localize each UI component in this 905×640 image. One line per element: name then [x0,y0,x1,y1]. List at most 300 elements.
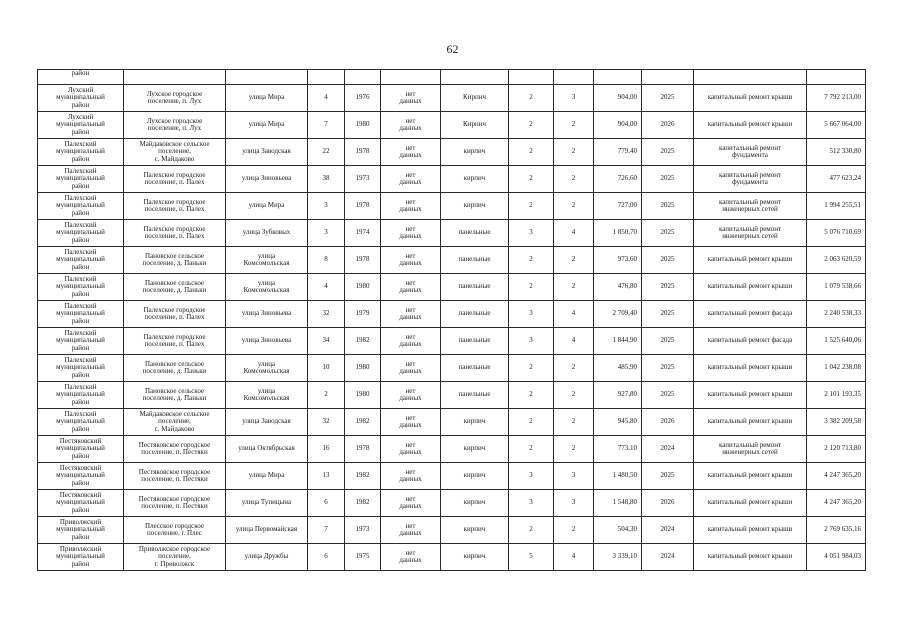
entrances-cell-text: 4 [571,228,576,237]
settlement-cell [124,301,226,328]
street-cell-text: улица Зиновьева [241,174,292,183]
floors-cell [509,166,554,193]
planned-year-cell-text: 2025 [660,174,675,183]
settlement-cell-text: Палехское городское поселение, п. Палех [143,170,206,186]
district-cell [38,166,124,193]
year-built-cell [345,409,381,436]
planned-year-cell [642,112,694,139]
year-built-cell-text: 1982 [355,336,370,345]
table-row [38,193,866,220]
status-cell [381,301,441,328]
work-type-cell [694,517,807,544]
table-row [38,220,866,247]
settlement-cell-text: Лухское городское поселение, п. Лух [146,89,203,105]
area-cell-text: 779,40 [617,147,637,156]
district-cell-text: Приволжский муниципальный район [56,517,105,541]
street-cell [226,220,308,247]
street-cell-text: улица Зиновьева [241,336,292,345]
wall-material-cell-text: кирпич [463,525,486,534]
planned-year-cell [642,247,694,274]
entrances-cell [554,220,594,247]
street-cell [226,247,308,274]
work-type-cell [694,166,807,193]
floors-cell [509,193,554,220]
settlement-cell-text: Пановское сельское поселение, д. Паньки [142,278,207,294]
table-row [38,139,866,166]
status-cell [381,409,441,436]
cost-cell [807,355,866,382]
wall-material-cell [441,301,509,328]
year-built-cell-text: 1978 [355,444,370,453]
entrances-cell [554,355,594,382]
entrances-cell-text: 2 [571,174,576,183]
status-cell-text: нет данных [399,305,422,321]
house-number-cell-text: 16 [322,444,330,453]
cost-cell-text: 1 079 538,66 [824,282,861,291]
district-cell [38,436,124,463]
cost-cell [807,544,866,571]
planned-year-cell-text: 2025 [660,471,675,480]
work-type-cell-text: капитальный ремонт инженерных сетей [718,440,782,456]
settlement-cell-text: Пановское сельское поселение, д. Паньки [142,251,207,267]
entrances-cell [554,517,594,544]
year-built-cell [345,436,381,463]
entrances-cell [554,409,594,436]
district-cell [38,247,124,274]
year-built-cell [345,247,381,274]
cost-cell [807,112,866,139]
district-cell [38,490,124,517]
area-cell-text: 973,60 [617,255,637,264]
house-number-cell [308,382,345,409]
house-number-cell [308,112,345,139]
wall-material-cell [441,490,509,517]
entrances-cell-text: 4 [571,309,576,318]
planned-year-cell-text: 2026 [660,498,675,507]
house-number-cell [308,409,345,436]
year-built-cell [345,463,381,490]
cost-cell [807,193,866,220]
work-type-cell [694,328,807,355]
planned-year-cell [642,85,694,112]
work-type-cell-text: капитальный ремонт крыши [707,363,793,372]
street-cell [226,274,308,301]
cost-cell [807,139,866,166]
floors-cell-text: 3 [529,309,533,318]
street-cell-text: улица Первомайская [235,525,298,534]
work-type-cell [694,382,807,409]
house-number-cell-text: 7 [324,525,328,534]
year-built-cell [345,301,381,328]
wall-material-cell-text: кирпич [463,498,486,507]
year-built-cell [345,220,381,247]
planned-year-cell [642,220,694,247]
planned-year-cell [642,436,694,463]
street-cell-text: улица Зубковых [242,228,291,237]
district-cell-text: Палехский муниципальный район [56,274,105,298]
work-type-cell [694,247,807,274]
work-type-cell [694,544,807,571]
year-built-cell [345,193,381,220]
house-number-cell-text: 4 [324,93,328,102]
area-cell-text: 1 844,90 [612,336,637,345]
status-cell-text: нет данных [399,386,422,402]
district-cell: район [38,70,124,85]
status-cell [381,85,441,112]
area-cell [594,220,642,247]
wall-material-cell-text: кирпич [463,147,486,156]
settlement-cell-text: Пестяковское городское поселение, п. Пестяки [138,440,211,456]
year-built-cell [345,517,381,544]
house-number-cell [308,544,345,571]
floors-cell [509,436,554,463]
year-built-cell [345,355,381,382]
floors-cell-text: 3 [529,471,533,480]
area-cell [594,382,642,409]
entrances-cell-text: 2 [571,444,576,453]
street-cell-text: улица Мира [248,201,285,210]
work-type-cell [694,355,807,382]
status-cell-text: нет данных [399,467,422,483]
table-row [38,544,866,571]
cost-cell-text: 477 623,24 [829,174,861,183]
floors-cell-text: 2 [529,390,533,399]
planned-year-cell [642,274,694,301]
settlement-cell [124,166,226,193]
settlement-cell-text: Майдаковское сельское поселение, с. Майдаково [139,409,210,433]
entrances-cell-text: 2 [571,282,576,291]
cost-cell [807,301,866,328]
district-cell [38,139,124,166]
settlement-cell-text: Палехское городское поселение, п. Палех [143,305,206,321]
year-built-cell-text: 1976 [355,93,370,102]
district-cell-text: Палехский муниципальный район [56,247,105,271]
district-cell-text: Палехский муниципальный район [56,301,105,325]
planned-year-cell-text: 2024 [660,552,675,561]
area-cell [594,355,642,382]
floors-cell-text: 2 [529,147,533,156]
floors-cell-text: 2 [529,174,533,183]
year-built-cell-text: 1979 [355,309,370,318]
district-cell [38,517,124,544]
year-built-cell-text: 1982 [355,471,370,480]
year-built-cell-text: 1978 [355,201,370,210]
settlement-cell [124,220,226,247]
house-number-cell-text: 3 [324,228,328,237]
year-built-cell [345,328,381,355]
status-cell-text: нет данных [399,521,422,537]
wall-material-cell [441,139,509,166]
table-row [38,274,866,301]
floors-cell [509,490,554,517]
house-number-cell-text: 2 [324,390,328,399]
area-cell [594,247,642,274]
street-cell [226,355,308,382]
wall-material-cell-text: кирпич [463,174,486,183]
district-cell [38,112,124,139]
planned-year-cell [642,544,694,571]
district-cell [38,301,124,328]
settlement-cell-text: Палехское городское поселение, п. Палех [143,332,206,348]
status-cell [381,436,441,463]
settlement-cell-text: Пановское сельское поселение, д. Паньки [142,359,207,375]
status-cell-text: нет данных [399,197,422,213]
cost-cell [807,220,866,247]
entrances-cell [554,436,594,463]
settlement-cell [124,85,226,112]
street-cell [226,544,308,571]
work-type-cell [694,490,807,517]
floors-cell [509,220,554,247]
area-cell [594,193,642,220]
street-cell [226,436,308,463]
house-number-cell [308,355,345,382]
wall-material-cell-text: панельные [458,255,491,264]
cost-cell [807,490,866,517]
area-cell-text: 1 480,50 [612,471,637,480]
district-cell-text: Пестяковский муниципальный район [56,436,105,460]
wall-material-cell [441,409,509,436]
floors-cell [509,409,554,436]
district-cell [38,355,124,382]
floors-cell [509,463,554,490]
settlement-cell [124,139,226,166]
house-number-cell-text: 6 [324,552,328,561]
cost-cell-text: 3 382 209,58 [824,417,861,426]
house-number-cell [308,220,345,247]
entrances-cell-text: 3 [571,471,576,480]
area-cell-text: 1 850,70 [612,228,637,237]
status-cell-text: нет данных [399,116,422,132]
district-cell-text: Палехский муниципальный район [56,166,105,190]
cost-cell [807,382,866,409]
house-number-cell-text: 34 [322,336,330,345]
work-type-cell-text: капитальный ремонт фасада [707,336,793,345]
settlement-cell-text: Лухское городское поселение, п. Лух [146,116,203,132]
cost-cell-text: 2 101 193,35 [824,390,861,399]
work-type-cell [694,85,807,112]
status-cell-text: нет данных [399,89,422,105]
work-type-cell [694,274,807,301]
work-type-cell [694,193,807,220]
planned-year-cell-text: 2026 [660,120,675,129]
area-cell [594,436,642,463]
area-cell [594,517,642,544]
wall-material-cell [441,463,509,490]
house-number-cell-text: 32 [322,309,330,318]
district-cell-text: Лухский муниципальный район [56,85,105,109]
work-type-cell [694,220,807,247]
planned-year-cell-text: 2026 [660,417,675,426]
district-cell-text: Палехский муниципальный район [56,328,105,352]
entrances-cell [554,247,594,274]
entrances-cell [554,328,594,355]
status-cell [381,328,441,355]
street-cell [226,382,308,409]
year-built-cell-text: 1980 [355,120,370,129]
floors-cell [509,328,554,355]
planned-year-cell [642,382,694,409]
area-cell-text: 1 548,80 [612,498,637,507]
table-row [38,436,866,463]
page-number: 62 [446,42,459,56]
settlement-cell [124,274,226,301]
work-type-cell-text: капитальный ремонт крыши [707,282,793,291]
planned-year-cell [642,409,694,436]
status-cell-text: нет данных [399,413,422,429]
entrances-cell-text: 3 [571,498,576,507]
status-cell [381,112,441,139]
floors-cell [509,139,554,166]
status-cell-text: нет данных [399,143,422,159]
year-built-cell [345,490,381,517]
street-cell-text: улица Октябрьская [238,444,295,453]
wall-material-cell [441,247,509,274]
work-type-cell-text: капитальный ремонт крыши [707,93,793,102]
district-cell-text: Пестяковский муниципальный район [56,490,105,514]
area-cell-text: 504,30 [617,525,637,534]
entrances-cell [554,85,594,112]
year-built-cell [345,112,381,139]
district-cell [38,463,124,490]
table-row [38,247,866,274]
area-cell-text: 2 709,40 [612,309,637,318]
wall-material-cell-text: панельные [458,363,491,372]
street-cell-text: улица Комсомольская [243,251,290,267]
street-cell-text: улица Заводская [242,147,291,156]
house-number-cell-text: 6 [324,498,328,507]
house-number-cell-text: 7 [324,120,328,129]
year-built-cell [345,382,381,409]
street-cell-text: улица Мира [248,93,285,102]
wall-material-cell [441,193,509,220]
house-number-cell-text: 10 [322,363,330,372]
work-type-cell [694,436,807,463]
planned-year-cell [642,355,694,382]
street-cell [226,193,308,220]
house-number-cell [308,166,345,193]
settlement-cell-text: Приволжское городское поселение, г. Приволжск [138,544,211,568]
year-built-cell [345,544,381,571]
street-cell [226,139,308,166]
status-cell [381,193,441,220]
work-type-cell-text: капитальный ремонт крыши [707,120,793,129]
wall-material-cell [441,355,509,382]
settlement-cell [124,328,226,355]
wall-material-cell-text: кирпич [463,471,486,480]
street-cell [226,166,308,193]
cost-cell [807,166,866,193]
street-cell [226,301,308,328]
planned-year-cell [642,517,694,544]
settlement-cell [124,247,226,274]
work-type-cell [694,112,807,139]
floors-cell [509,85,554,112]
settlement-cell-text: Пановское сельское поселение, д. Паньки [142,386,207,402]
cost-cell [807,409,866,436]
planned-year-cell [642,166,694,193]
floors-cell-text: 2 [529,282,533,291]
status-cell [381,247,441,274]
work-type-cell-text: капитальный ремонт фундамента [718,170,782,186]
street-cell-text: улица Комсомольская [243,359,290,375]
year-built-cell [345,85,381,112]
cost-cell-text: 1 525 640,06 [824,336,861,345]
district-cell-text: Палехский муниципальный район [56,409,105,433]
area-cell-text: 727,00 [617,201,637,210]
work-type-cell [694,463,807,490]
entrances-cell-text: 2 [571,525,576,534]
table-row [38,517,866,544]
table-row [38,463,866,490]
floors-cell [509,544,554,571]
street-cell [226,328,308,355]
year-built-cell [345,274,381,301]
settlement-cell [124,355,226,382]
wall-material-cell-text: Кирпич [463,93,486,102]
area-cell-text: 773,10 [617,444,637,453]
entrances-cell [554,382,594,409]
wall-material-cell-text: кирпич [463,444,486,453]
planned-year-cell-text: 2025 [660,228,675,237]
cost-cell-text: 512 330,80 [829,147,861,156]
street-cell [226,112,308,139]
house-number-cell-text: 3 [324,201,328,210]
floors-cell-text: 2 [529,525,533,534]
street-cell [226,517,308,544]
work-type-cell-text: капитальный ремонт инженерных сетей [718,197,782,213]
planned-year-cell-text: 2025 [660,309,675,318]
house-number-cell [308,301,345,328]
wall-material-cell-text: панельные [458,309,491,318]
district-cell [38,382,124,409]
entrances-cell [554,301,594,328]
district-cell-text: Палехский муниципальный район [56,220,105,244]
floors-cell [509,517,554,544]
floors-cell [509,301,554,328]
wall-material-cell [441,220,509,247]
planned-year-cell-text: 2025 [660,336,675,345]
wall-material-cell [441,517,509,544]
street-cell [226,490,308,517]
area-cell [594,85,642,112]
cost-cell-text: 4 247 365,20 [824,471,861,480]
wall-material-cell [441,85,509,112]
entrances-cell [554,193,594,220]
district-cell-text: Лухский муниципальный район [56,112,105,136]
planned-year-cell-text: 2025 [660,390,675,399]
cost-cell-text: 1 994 255,51 [824,201,861,210]
settlement-cell [124,382,226,409]
cost-cell-text: 2 063 620,59 [824,255,861,264]
street-cell-text: улица Заводская [242,417,291,426]
status-cell [381,355,441,382]
floors-cell-text: 2 [529,444,533,453]
area-cell-text: 927,80 [617,390,637,399]
wall-material-cell-text: кирпич [463,201,486,210]
planned-year-cell [642,139,694,166]
cost-cell [807,517,866,544]
settlement-cell [124,112,226,139]
planned-year-cell [642,463,694,490]
table-row [38,409,866,436]
planned-year-cell [642,490,694,517]
street-cell [226,409,308,436]
floors-cell [509,382,554,409]
area-cell [594,166,642,193]
floors-cell-text: 2 [529,363,533,372]
area-cell-text: 904,00 [617,120,637,129]
